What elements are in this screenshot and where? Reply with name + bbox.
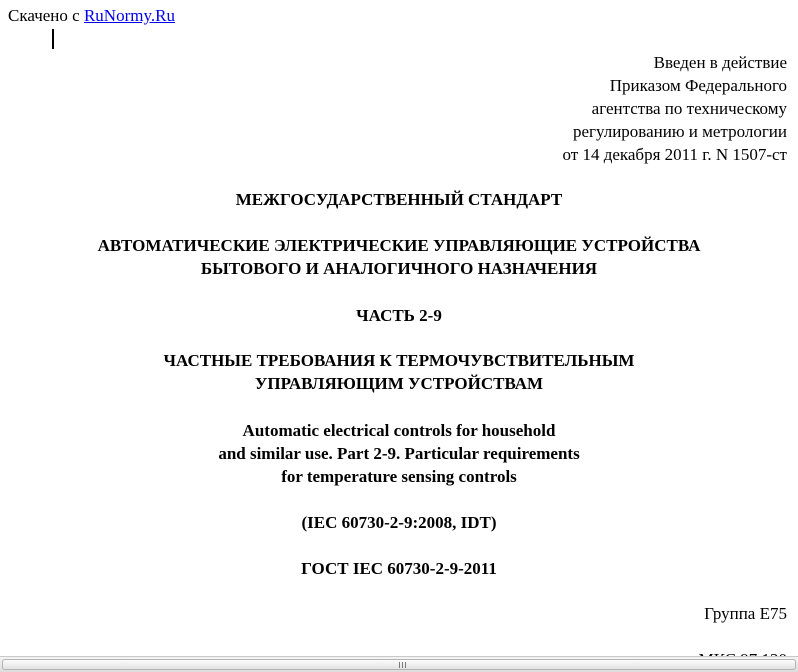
subtitle-ru <box>0 349 798 395</box>
gost-code: ГОСТ IEC 60730-2-9-2011 <box>301 559 497 578</box>
source-line <box>8 6 175 26</box>
enactment-line: регулированию и метрологии <box>572 122 787 141</box>
gost-reference <box>0 557 798 580</box>
enactment-line: агентства по техническому <box>591 99 787 118</box>
enactment-line: от 14 декабря 2011 г. N 1507-ст <box>562 145 787 164</box>
iec-code: (IEC 60730-2-9:2008, IDT) <box>301 513 497 532</box>
source-prefix: Скачено с <box>8 6 80 25</box>
title-en <box>0 419 798 488</box>
title-en-line: for temperature sensing controls <box>281 467 517 486</box>
title-en-line: Automatic electrical controls for household <box>242 421 556 440</box>
title-ru-line: АВТОМАТИЧЕСКИЕ ЭЛЕКТРИЧЕСКИЕ УПРАВЛЯЮЩИЕ УСТРОЙСТВА <box>97 236 701 255</box>
part-heading <box>0 304 798 327</box>
enactment-note <box>562 51 787 166</box>
grip-icon <box>397 662 407 668</box>
subtitle-ru-line: УПРАВЛЯЮЩИМ УСТРОЙСТВАМ <box>254 374 544 393</box>
group-code: Группа Е75 <box>704 604 787 623</box>
title-en-line: and similar use. Part 2-9. Particular requirements <box>218 444 580 463</box>
enactment-line: Приказом Федерального <box>609 76 787 95</box>
title-ru <box>0 234 798 280</box>
scrollbar-thumb[interactable] <box>2 659 796 670</box>
iec-reference <box>0 511 798 534</box>
horizontal-scrollbar[interactable] <box>0 656 798 672</box>
subtitle-ru-line: ЧАСТНЫЕ ТРЕБОВАНИЯ К ТЕРМОЧУВСТВИТЕЛЬНЫМ <box>163 351 635 370</box>
standard-type-heading <box>0 188 798 211</box>
enactment-line: Введен в действие <box>653 53 787 72</box>
runormy-link[interactable]: RuNormy.Ru <box>83 6 175 25</box>
part-number: ЧАСТЬ 2-9 <box>356 306 442 325</box>
text-caret <box>52 29 54 49</box>
title-ru-line: БЫТОВОГО И АНАЛОГИЧНОГО НАЗНАЧЕНИЯ <box>200 259 598 278</box>
standard-type: МЕЖГОСУДАРСТВЕННЫЙ СТАНДАРТ <box>235 190 563 209</box>
